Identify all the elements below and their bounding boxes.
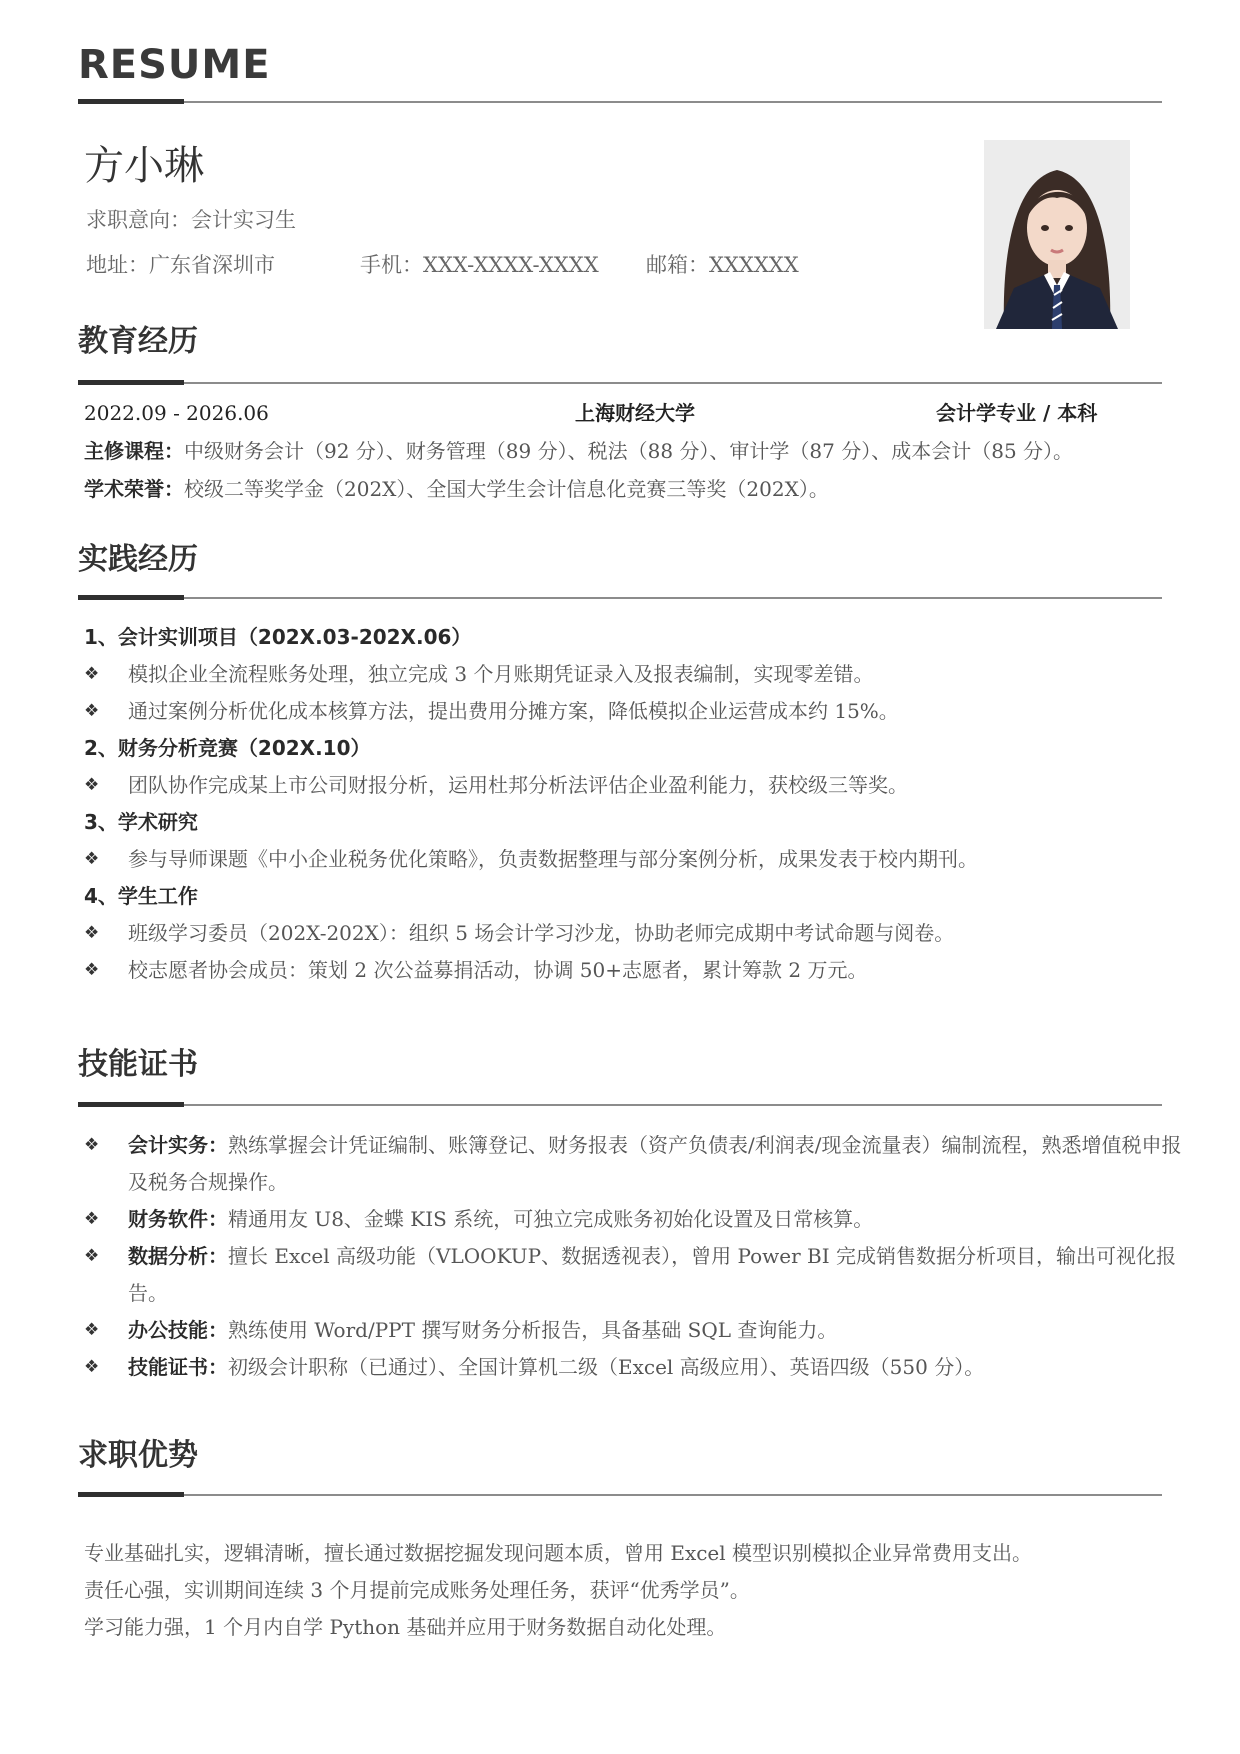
- portrait-illustration: [984, 140, 1130, 329]
- skill-label: 会计实务：: [128, 1133, 228, 1157]
- email: 邮箱：XXXXXX: [646, 253, 799, 277]
- diamond-bullet-icon: ❖: [84, 923, 100, 943]
- education-courses: [84, 436, 1073, 466]
- skill-item-text: [128, 1349, 1240, 1386]
- practice-bullet-text: 通过案例分析优化成本核算方法，提出费用分摊方案，降低模拟企业运营成本约 15%。: [128, 699, 899, 723]
- education-school: 上海财经大学: [575, 401, 695, 425]
- diamond-bullet-icon: ❖: [84, 1246, 100, 1266]
- diamond-bullet-icon: ❖: [84, 1357, 100, 1377]
- practice-bullet-text: 模拟企业全流程账务处理，独立完成 3 个月账期凭证录入及报表编制，实现零差错。: [128, 662, 874, 686]
- skill-item-text: [128, 1312, 1240, 1349]
- practice-bullet-text: 参与导师课题《中小企业税务优化策略》，负责数据整理与部分案例分析，成果发表于校内期刊。: [128, 847, 978, 871]
- skill-label: 数据分析：: [128, 1244, 228, 1268]
- section-title-education: 教育经历: [78, 324, 198, 359]
- title-divider-accent: [78, 99, 184, 104]
- education-honors: [84, 474, 829, 504]
- skills-divider-accent: [78, 1102, 184, 1107]
- skill-item-text: [128, 1201, 1240, 1238]
- portrait-photo: [984, 140, 1130, 329]
- advantages-divider-accent: [78, 1492, 184, 1497]
- resume-title: RESUME: [78, 42, 271, 88]
- education-divider: [78, 382, 1162, 384]
- address: 地址：广东省深圳市: [86, 253, 275, 277]
- practice-item-heading: 4、学生工作: [84, 884, 198, 908]
- title-divider: [78, 101, 1162, 103]
- practice-divider: [78, 597, 1162, 599]
- diamond-bullet-icon: ❖: [84, 775, 100, 795]
- honors-label: 学术荣誉：: [84, 477, 184, 501]
- skill-desc: 精通用友 U8、金蝶 KIS 系统，可独立完成账务初始化设置及日常核算。: [228, 1207, 874, 1231]
- advantage-line: 责任心强，实训期间连续 3 个月提前完成账务处理任务，获评“优秀学员”。: [84, 1578, 750, 1602]
- practice-item-heading: 3、学术研究: [84, 810, 198, 834]
- skills-divider: [78, 1104, 1162, 1106]
- education-major: 会计学专业 / 本科: [936, 401, 1098, 425]
- skill-desc: 熟练使用 Word/PPT 撰写财务分析报告，具备基础 SQL 查询能力。: [228, 1318, 838, 1342]
- practice-bullet-text: 校志愿者协会成员：策划 2 次公益募捐活动，协调 50+志愿者，累计筹款 2 万元。: [128, 958, 868, 982]
- skill-label: 技能证书：: [128, 1355, 228, 1379]
- skill-item-text: [128, 1127, 1188, 1201]
- practice-item-heading: 2、财务分析竞赛（202X.10）: [84, 736, 371, 760]
- diamond-bullet-icon: ❖: [84, 849, 100, 869]
- skill-desc: 熟练掌握会计凭证编制、账簿登记、财务报表（资产负债表/利润表/现金流量表）编制流程，熟悉增值税申报及税务合规操作。: [128, 1133, 1182, 1194]
- section-title-skills: 技能证书: [78, 1047, 198, 1082]
- practice-bullet-text: 班级学习委员（202X-202X）：组织 5 场会计学习沙龙，协助老师完成期中考试命题与阅卷。: [128, 921, 955, 945]
- diamond-bullet-icon: ❖: [84, 664, 100, 684]
- practice-bullet-text: 团队协作完成某上市公司财报分析，运用杜邦分析法评估企业盈利能力，获校级三等奖。: [128, 773, 908, 797]
- honors-text: 校级二等奖学金（202X）、全国大学生会计信息化竞赛三等奖（202X）。: [184, 477, 829, 501]
- advantage-line: 学习能力强，1 个月内自学 Python 基础并应用于财务数据自动化处理。: [84, 1615, 727, 1639]
- diamond-bullet-icon: ❖: [84, 1135, 100, 1155]
- diamond-bullet-icon: ❖: [84, 1209, 100, 1229]
- section-title-practice: 实践经历: [78, 542, 198, 577]
- advantages-divider: [78, 1494, 1162, 1496]
- section-title-advantages: 求职优势: [78, 1438, 198, 1473]
- education-divider-accent: [78, 380, 184, 385]
- skill-desc: 初级会计职称（已通过）、全国计算机二级（Excel 高级应用）、英语四级（550 分）。: [228, 1355, 985, 1379]
- job-intent: 求职意向：会计实习生: [86, 208, 296, 232]
- candidate-name: 方小琳: [84, 143, 204, 189]
- courses-text: 中级财务会计（92 分）、财务管理（89 分）、税法（88 分）、审计学（87 分）、成本会计（85 分）。: [184, 439, 1074, 463]
- practice-item-heading: 1、会计实训项目（202X.03-202X.06）: [84, 625, 472, 649]
- skill-item-text: [128, 1238, 1188, 1312]
- skill-desc: 擅长 Excel 高级功能（VLOOKUP、数据透视表），曾用 Power BI 完成销售数据分析项目，输出可视化报告。: [128, 1244, 1176, 1305]
- courses-label: 主修课程：: [84, 439, 184, 463]
- diamond-bullet-icon: ❖: [84, 960, 100, 980]
- diamond-bullet-icon: ❖: [84, 701, 100, 721]
- advantage-line: 专业基础扎实，逻辑清晰，擅长通过数据挖掘发现问题本质，曾用 Excel 模型识别模拟企业异常费用支出。: [84, 1541, 1033, 1565]
- skill-label: 办公技能：: [128, 1318, 228, 1342]
- practice-divider-accent: [78, 595, 184, 600]
- phone: 手机：XXX-XXXX-XXXX: [360, 253, 599, 277]
- diamond-bullet-icon: ❖: [84, 1320, 100, 1340]
- education-period: 2022.09 - 2026.06: [84, 401, 269, 425]
- skill-label: 财务软件：: [128, 1207, 228, 1231]
